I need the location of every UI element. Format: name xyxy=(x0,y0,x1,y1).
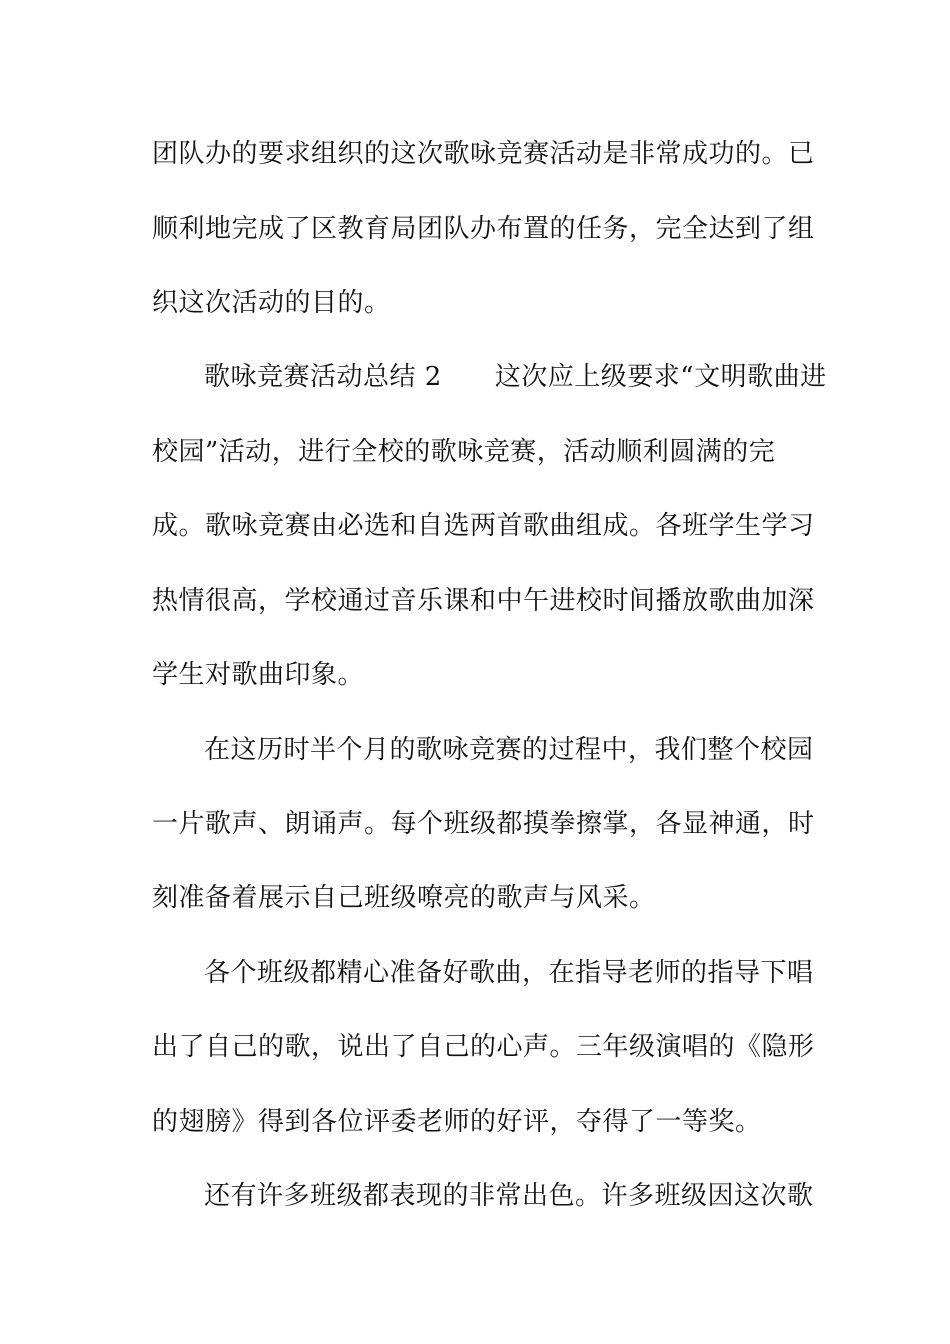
text-line: 的翅膀》得到各位评委老师的好评，夺得了一等奖。 xyxy=(152,1107,762,1137)
text-line: 团队办的要求组织的这次歌咏竞赛活动是非常成功的。已 xyxy=(152,139,815,169)
text-line: 校园”活动，进行全校的歌咏竞赛，活动顺利圆满的完 xyxy=(152,437,776,467)
text-line: 织这次活动的目的。 xyxy=(152,288,391,318)
paragraph-start-line: 各个班级都精心准备好歌曲，在指导老师的指导下唱 xyxy=(204,958,814,988)
text-line: 学生对歌曲印象。 xyxy=(152,660,365,690)
text-line: 刻准备着展示自己班级嘹亮的歌声与风采。 xyxy=(152,883,656,913)
paragraph-start-line: 在这历时半个月的歌咏竞赛的过程中，我们整个校园 xyxy=(204,735,814,765)
text-line: 出了自己的歌，说出了自己的心声。三年级演唱的《隐形 xyxy=(152,1032,815,1062)
paragraph-start-line: 歌咏竞赛活动总结 2 这次应上级要求“文明歌曲进 xyxy=(204,362,827,392)
text-line: 成。歌咏竞赛由必选和自选两首歌曲组成。各班学生学习 xyxy=(152,511,815,541)
text-line: 顺利地完成了区教育局团队办布置的任务，完全达到了组 xyxy=(152,214,815,244)
paragraph-start-line: 还有许多班级都表现的非常出色。许多班级因这次歌 xyxy=(204,1181,814,1211)
text-line: 一片歌声、朗诵声。每个班级都摸拳擦掌，各显神通，时 xyxy=(152,809,815,839)
text-line: 热情很高，学校通过音乐课和中午进校时间播放歌曲加深 xyxy=(152,586,815,616)
